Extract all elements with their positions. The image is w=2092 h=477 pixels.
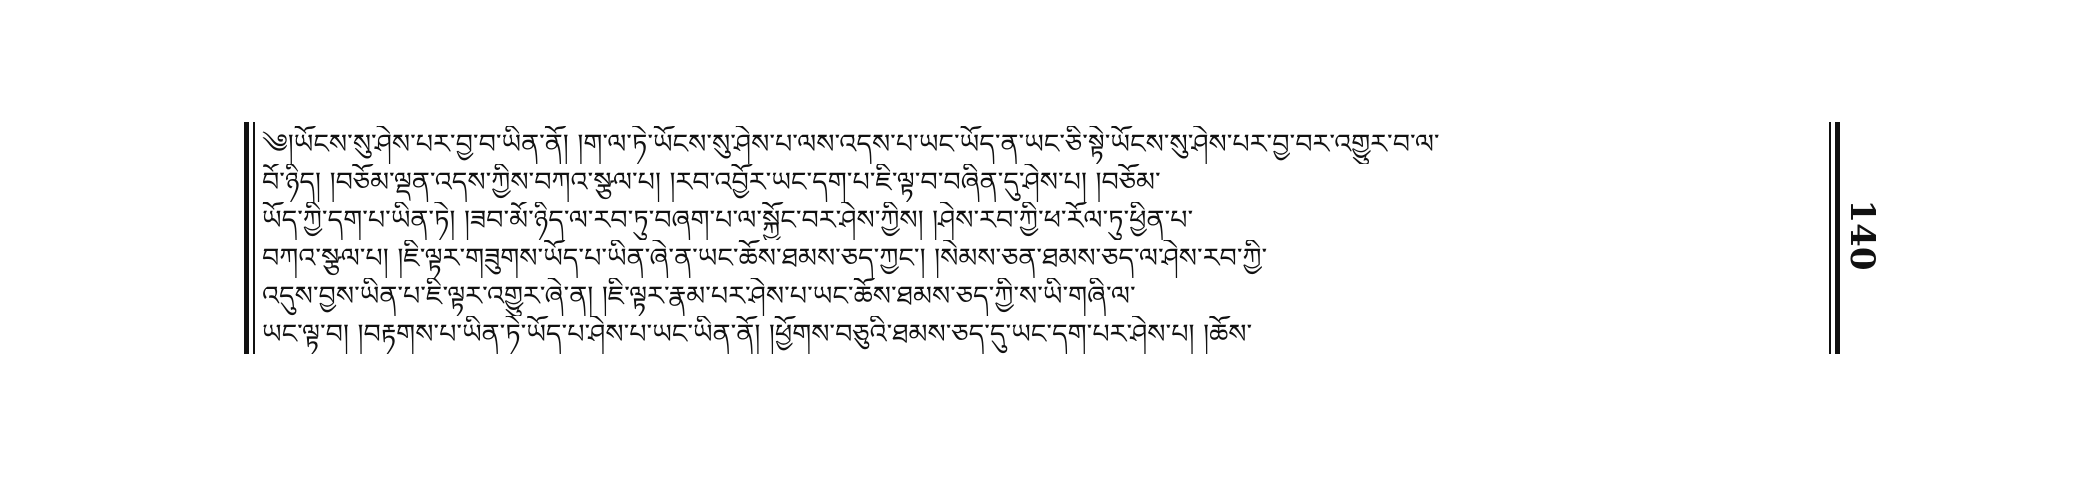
left-border-thick: [244, 122, 249, 354]
folio-number: 140: [1842, 199, 1882, 271]
folio-frame: [244, 122, 1840, 354]
text-line-2: བོ་ཉིད། །བཅོམ་ལྡན་འདས་ཀྱིས་བཀའ་སྩལ་པ། །རབ་འབྱོར་ཡང་དག་པ་ཇི་ལྟ་བ་བཞིན་དུ་ཤེས་པ། །བཅོམ་: [262, 167, 1161, 198]
text-line-3: ཡོད་ཀྱི་དག་པ་ཡིན་ཏེ། །ཟབ་མོ་ཉིད་ལ་རབ་ཏུ་བཞག་པ་ལ་སྐྱོང་བར་ཤེས་ཀྱིས། །ཤེས་རབ་ཀྱི་ཕ་རོལ་ཏུ་ཕྱིན་པ་: [262, 205, 1194, 236]
text-line-6: ཡང་ལྟ་བ། །བརྟགས་པ་ཡིན་ཏེ་ཡོད་པ་ཤེས་པ་ཡང་ཡིན་ནོ། །ཕྱོགས་བཅུའི་ཐམས་ཅད་དུ་ཡང་དག་པར་ཤེས་པ། །ཆོས་: [262, 319, 1253, 350]
text-line-4: བཀའ་སྩལ་པ། །ཇི་ལྟར་གཟུགས་ཡོད་པ་ཡིན་ཞེ་ན་ཡང་ཆོས་ཐམས་ཅད་ཀྱང་། །སེམས་ཅན་ཐམས་ཅད་ལ་ཤེས་རབ་ཀྱི་: [262, 243, 1268, 274]
tibetan-text-block: [262, 122, 1820, 354]
text-line-1: ༄།ཡོངས་སུ་ཤེས་པར་བྱ་བ་ཡིན་ནོ། །ག་ལ་ཏེ་ཡོངས་སུ་ཤེས་པ་ལས་འདས་པ་ཡང་ཡོད་ན་ཡང་ཅི་སྟེ་ཡོངས་སུ་ཤེས་པར་བྱ་བར་འགྱུར་བ་ལ་: [262, 129, 1440, 160]
left-border-thin: [253, 122, 255, 354]
text-line-5: འདུས་བྱས་ཡིན་པ་ཇི་ལྟར་འགྱུར་ཞེ་ན། །ཇི་ལྟར་རྣམ་པར་ཤེས་པ་ཡང་ཆོས་ཐམས་ཅད་ཀྱི་ས་ཡི་གཞི་ལ་: [262, 281, 1136, 312]
